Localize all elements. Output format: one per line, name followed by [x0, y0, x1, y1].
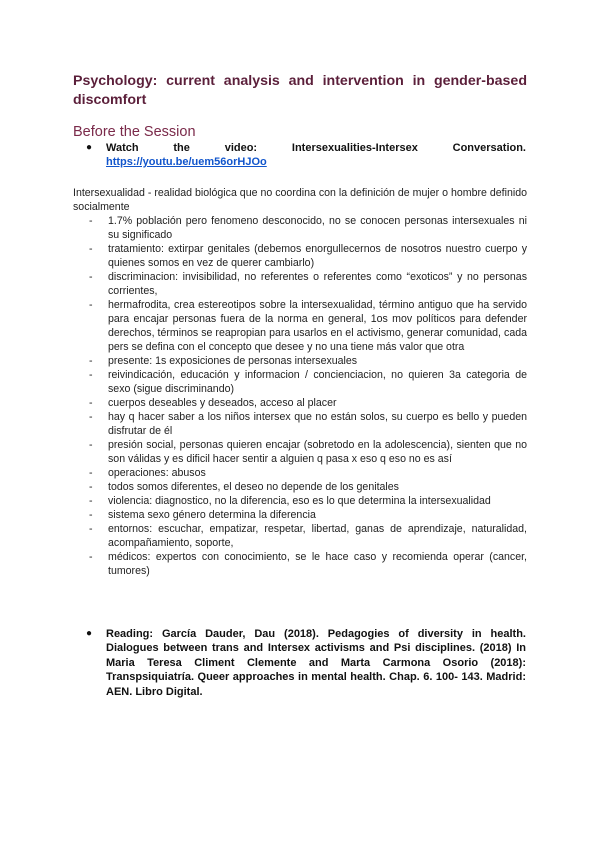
note-text: 1.7% población pero fenomeno desconocido, no se conocen personas intersexuales ni su significado [108, 215, 527, 241]
note-text: entornos: escuchar, empatizar, respetar, libertad, ganas de aprendizaje, naturalidad, acompañamiento, soporte, [108, 523, 527, 549]
dash-bullet-icon: - [89, 271, 93, 283]
video-link[interactable]: https://youtu.be/uem56orHJOo [106, 156, 267, 168]
bullet-dot-icon: ● [86, 142, 93, 153]
dash-bullet-icon: - [89, 411, 93, 423]
notes-list [73, 214, 527, 578]
note-item [73, 242, 527, 270]
dash-bullet-icon: - [89, 467, 93, 479]
note-item [73, 410, 527, 438]
dash-bullet-icon: - [89, 495, 93, 507]
dash-bullet-icon: - [89, 243, 93, 255]
note-text: presente: 1s exposiciones de personas intersexuales [108, 355, 358, 367]
note-text: hermafrodita, crea estereotipos sobre la intersexualidad, término antiguo que ha servido para encajar personas fuera de la norma en general, 1os mov políticos para defender derechos, términos se reapropian para usarlos en el activismo, generar comunidad, cada pers se defina con el concepto que desee y no una tiene más valor que otra [108, 299, 527, 353]
note-text: cuerpos deseables y deseados, acceso al placer [108, 397, 337, 409]
note-item [73, 396, 527, 410]
note-text: reivindicación, educación y informacion / concienciacion, no quieren 3a categoria de sexo (sigue discriminando) [108, 369, 527, 395]
intro-paragraph: Intersexualidad - realidad biológica que no coordina con la definición de mujer o hombre definido socialmente [73, 187, 527, 213]
dash-bullet-icon: - [89, 215, 93, 227]
page-title: Psychology: current analysis and intervention in gender-based discomfort [73, 73, 527, 108]
note-item [73, 298, 527, 354]
dash-bullet-icon: - [89, 355, 93, 367]
bullet-dot-icon: ● [86, 628, 93, 639]
note-item [73, 466, 527, 480]
note-item [73, 508, 527, 522]
dash-bullet-icon: - [89, 523, 93, 535]
note-item [73, 368, 527, 396]
note-item [73, 214, 527, 242]
note-text: operaciones: abusos [108, 467, 206, 479]
note-text: presión social, personas quieren encajar (sobretodo en la adolescencia), sienten que no son válidas y es dificil hacer sentir a alguien q pasa x eso q eso no es así [108, 439, 527, 465]
dash-bullet-icon: - [89, 299, 93, 311]
dash-bullet-icon: - [89, 481, 93, 493]
note-item [73, 494, 527, 508]
note-item [73, 522, 527, 550]
note-text: médicos: expertos con conocimiento, se le hace caso y recomienda operar (cancer, tumores) [108, 551, 527, 577]
note-item [73, 270, 527, 298]
note-item [73, 354, 527, 368]
dash-bullet-icon: - [89, 397, 93, 409]
note-item [73, 550, 527, 578]
note-text: discriminacion: invisibilidad, no referentes o referentes como “exoticos” y no personas corrientes, [108, 271, 527, 297]
note-item [73, 480, 527, 494]
note-item [73, 438, 527, 466]
note-text: hay q hacer saber a los niños intersex que no están solos, su cuerpo es bello y pueden disfrutar de él [108, 411, 527, 437]
watch-label: Watch the video: Intersexualities-Intersex Conversation. [106, 142, 526, 154]
note-text: sistema sexo género determina la diferencia [108, 509, 316, 521]
reading-citation: Reading: García Dauder, Dau (2018). Pedagogies of diversity in health. Dialogues between trans and Intersex activisms and Psi disciplines. (2018) In Maria Teresa Climent Clemente and Marta Carmona Osorio (2018): Transpsiquiatría. Queer approaches in mental health. Chap. 6. 100- 143. Madrid: AEN. Libro Digital. [106, 628, 526, 698]
dash-bullet-icon: - [89, 439, 93, 451]
dash-bullet-icon: - [89, 551, 93, 563]
note-text: tratamiento: extirpar genitales (debemos enorgullecernos de nosotros nuestro cuerpo y quienes somos en vez de querer cambiarlo) [108, 243, 527, 269]
note-text: violencia: diagnostico, no la diferencia, eso es lo que determina la intersexualidad [108, 495, 491, 507]
section-heading: Before the Session [73, 124, 196, 140]
note-text: todos somos diferentes, el deseo no depende de los genitales [108, 481, 399, 493]
dash-bullet-icon: - [89, 509, 93, 521]
dash-bullet-icon: - [89, 369, 93, 381]
